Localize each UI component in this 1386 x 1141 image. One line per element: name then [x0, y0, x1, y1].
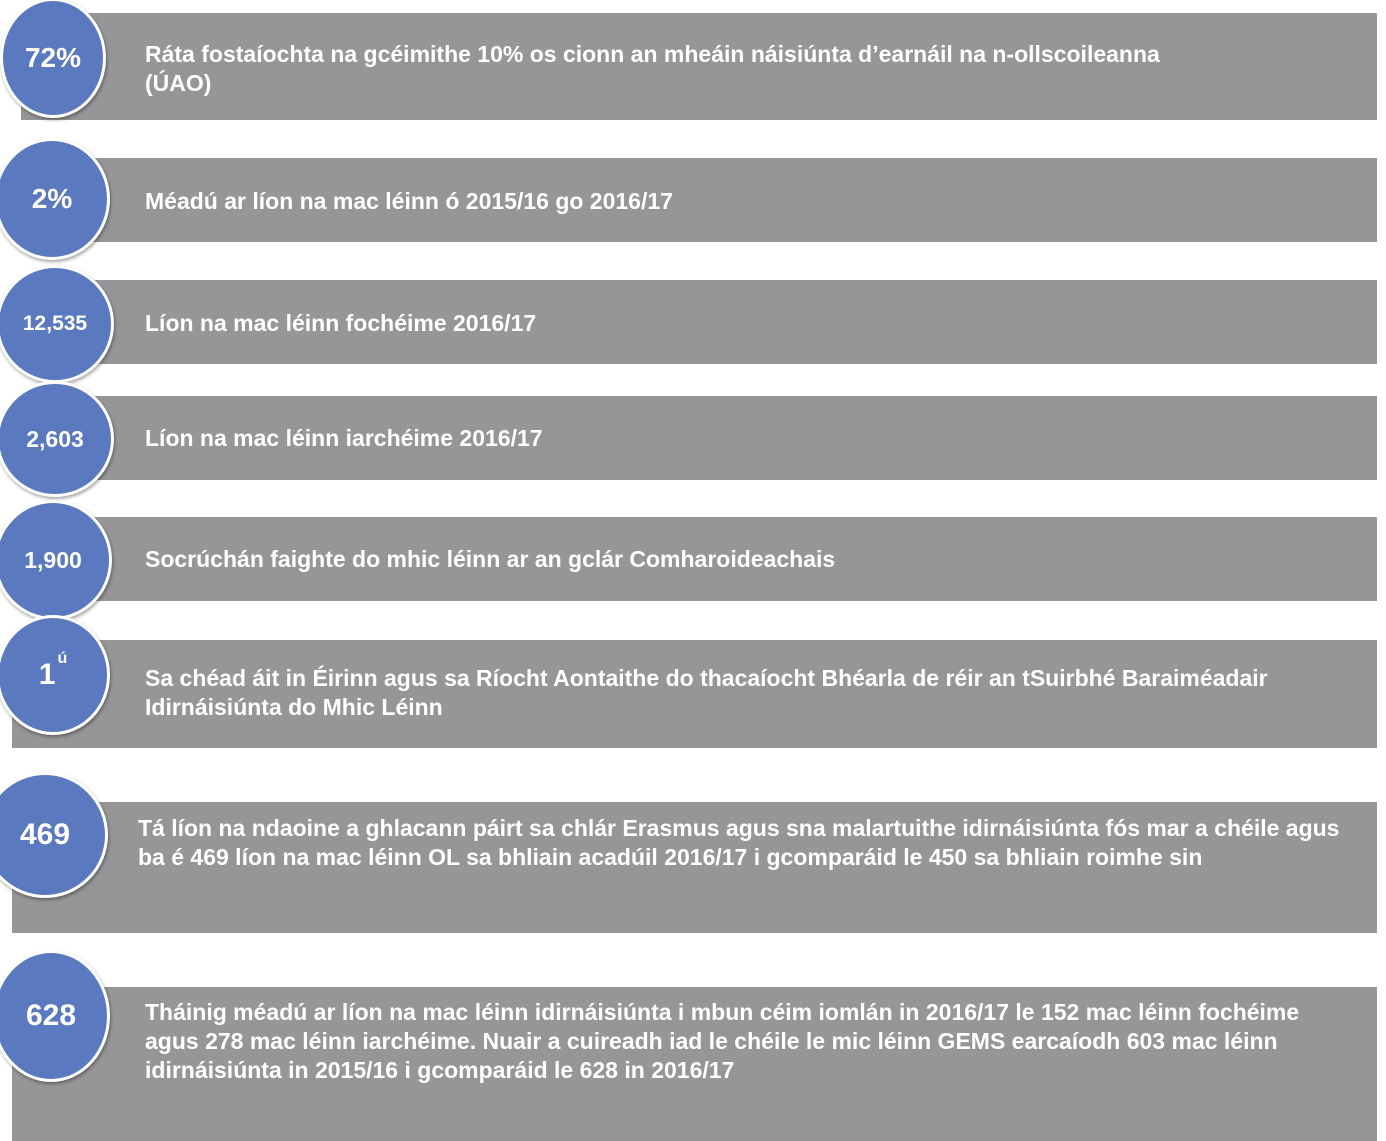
stat-row-english-support-ranking — [0, 615, 1386, 755]
stat-value-circle — [0, 615, 110, 735]
stat-value: 2% — [31, 183, 73, 214]
stat-description: Socrúchán faighte do mhic léinn ar an gclár Comharoideachais — [145, 546, 836, 572]
stat-value: 2,603 — [26, 425, 84, 452]
stat-description: Tá líon na ndaoine a ghlacann páirt sa chlár Erasmus agus sna malartuithe idirnáisiúnta fós mar a chéile agus ba é 469 líon na mac léinn OL sa bhliain acadúil 2016/17 i gcomparáid le 450 sa bhliain roimhe sin — [138, 815, 1340, 870]
stat-row-erasmus-exchange — [0, 765, 1386, 940]
stat-value: 1,900 — [24, 546, 82, 573]
stat-row-postgraduates — [0, 385, 1386, 495]
stat-value: 628 — [25, 999, 77, 1032]
stat-description: Méadú ar líon na mac léinn ó 2015/16 go 2016/17 — [145, 188, 673, 214]
stat-value-circle — [0, 500, 112, 620]
stat-value-circle — [0, 265, 114, 383]
stat-description: Sa chéad áit in Éirinn agus sa Ríocht Aontaithe do thacaíocht Bhéarla de réir an tSuirbhé Baraiméadair Idirnáisiúnta do Mhic Léinn — [145, 665, 1268, 720]
stat-row-work-placements — [0, 500, 1386, 610]
stat-row-employment-rate — [0, 0, 1386, 130]
stat-value: 469 — [19, 818, 71, 851]
stat-value-circle — [0, 0, 106, 118]
stat-description: Líon na mac léinn iarchéime 2016/17 — [145, 425, 543, 451]
stat-row-international-students — [0, 950, 1386, 1141]
stat-description: Ráta fostaíochta na gcéimithe 10% os cionn an mheáin náisiúnta d’earnáil na n-ollscoileanna (ÚAO) — [145, 41, 1160, 96]
stat-value: 12,535 — [22, 312, 88, 335]
stat-description: Tháinig méadú ar líon na mac léinn idirnáisiúnta i mbun céim iomlán in 2016/17 le 152 mac léinn fochéime agus 278 mac léinn iarchéime. Nuair a cuireadh iad le chéile le mic léinn GEMS earcaíodh 603 mac léinn idirnáisiúnta in 2015/16 i gcomparáid le 628 in 2016/17 — [145, 999, 1300, 1083]
stat-value: 1 $^ú$ — [38, 650, 68, 691]
stat-value-circle — [0, 381, 114, 497]
stat-description: Líon na mac léinn fochéime 2016/17 — [145, 310, 537, 336]
stat-value: 72% — [24, 42, 82, 73]
ordinal-suffix: ú — [57, 650, 68, 667]
stat-row-undergraduates — [0, 265, 1386, 385]
stat-row-student-growth — [0, 130, 1386, 250]
